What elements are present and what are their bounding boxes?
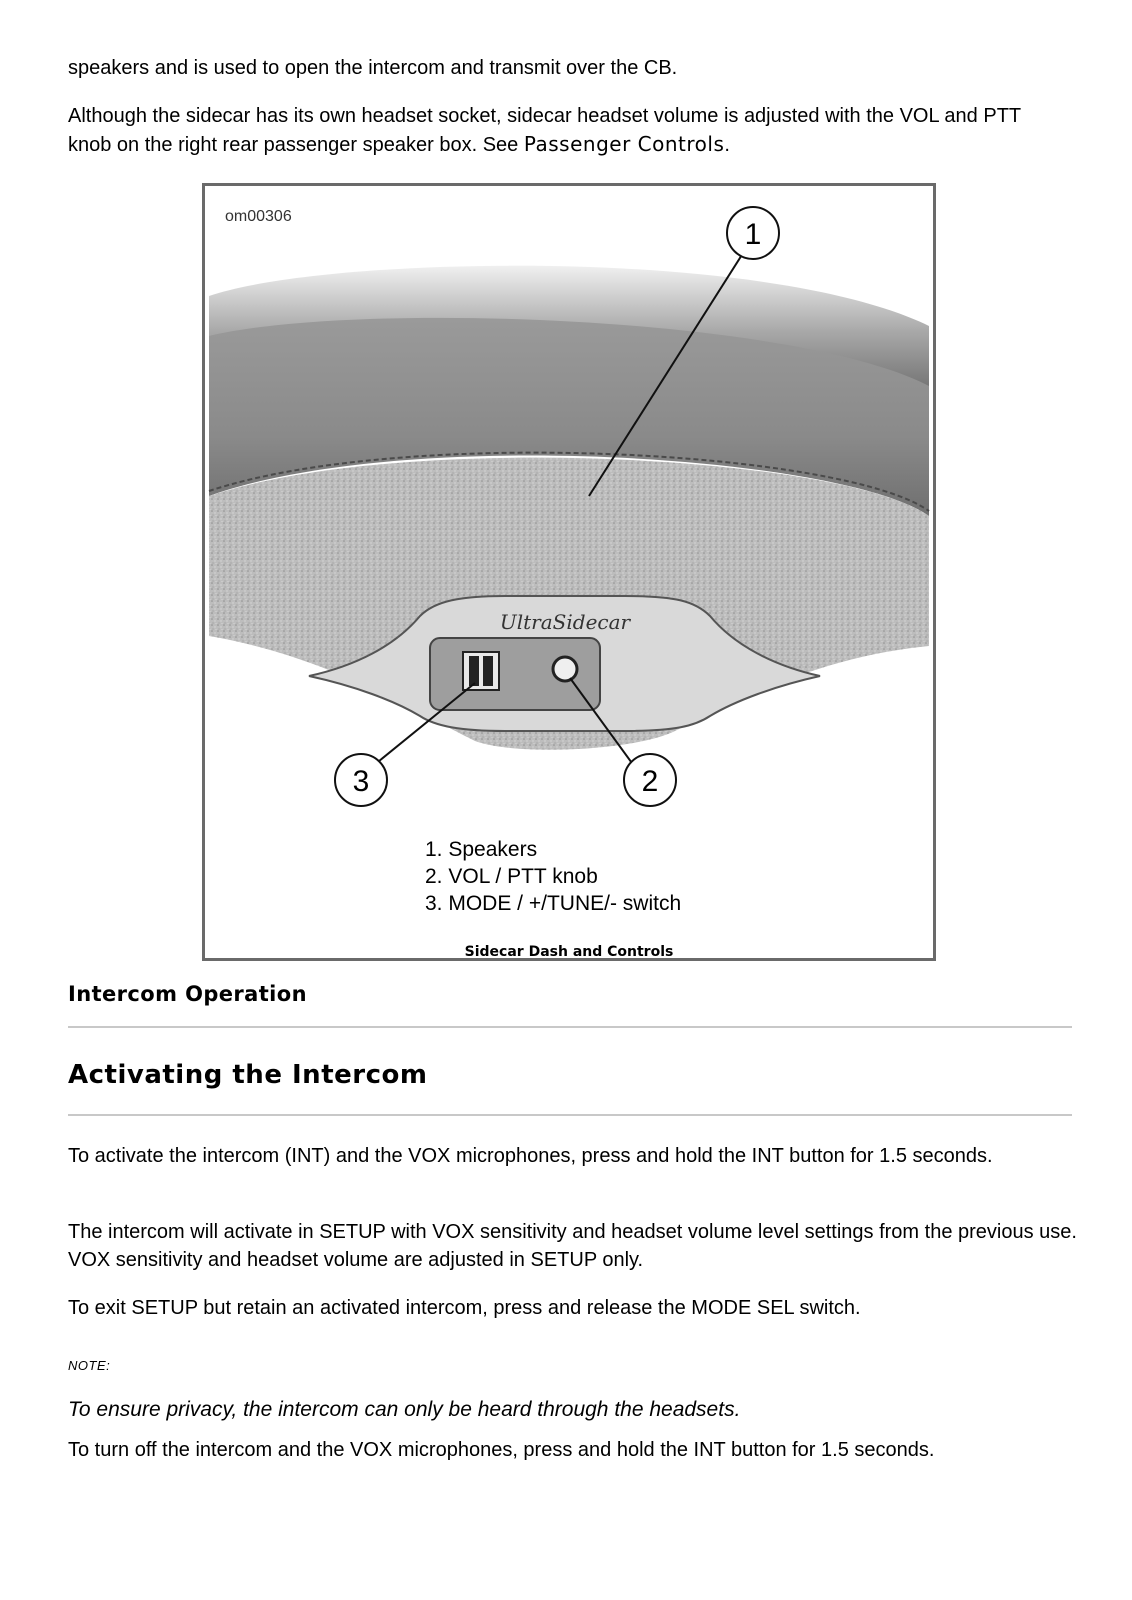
page-title: Activating the Intercom — [68, 1060, 428, 1090]
paragraph-setup: The intercom will activate in SETUP with VOX sensitivity and headset volume level settings from the previous use. VOX sensitivity and headset volume are adjusted in SETUP only. — [68, 1221, 1077, 1271]
figure-caption: Sidecar Dash and Controls — [464, 944, 674, 960]
intro-paragraph-1: speakers and is used to open the intercom and transmit over the CB. — [68, 57, 678, 79]
paragraph-turn-off: To turn off the intercom and the VOX microphones, press and hold the INT button for 1.5 seconds. — [68, 1439, 935, 1461]
legend-item-vol-ptt-knob: 2. VOL / PTT knob — [425, 865, 598, 888]
passenger-controls-link[interactable]: Passenger Controls — [523, 132, 725, 156]
legend-item-mode-switch: 3. MODE / +/TUNE/- switch — [425, 892, 682, 915]
note-text: To ensure privacy, the intercom can only be heard through the headsets. — [68, 1398, 741, 1421]
divider-top — [68, 1026, 1072, 1028]
figure-id: om00306 — [225, 208, 292, 225]
note-label: NOTE: — [68, 1358, 111, 1373]
section-heading: Intercom Operation — [68, 982, 307, 1006]
callout-1-label: 1 — [744, 218, 762, 251]
vol-ptt-knob — [553, 657, 577, 681]
paragraph-exit-setup: To exit SETUP but retain an activated intercom, press and release the MODE SEL switch. — [68, 1297, 861, 1319]
paragraph-activate: To activate the intercom (INT) and the VOX microphones, press and hold the INT button for 1.5 seconds. — [68, 1145, 993, 1167]
intro-text: Although the sidecar has its own headset socket, sidecar headset volume is adjusted with the VOL and PTT knob on the right rear passenger speaker box. See — [68, 105, 1021, 156]
intro-text-end: . — [724, 134, 730, 156]
figure-legend — [425, 836, 681, 917]
legend-item-speakers: 1. Speakers — [425, 838, 538, 861]
callout-3-label: 3 — [352, 765, 370, 798]
divider-bottom — [68, 1114, 1072, 1116]
intro-paragraph-2 — [68, 102, 1068, 159]
sidecar-dash-figure — [202, 183, 936, 961]
callout-2-label: 2 — [641, 765, 659, 798]
mode-tune-switch — [463, 652, 499, 690]
badge-script-text: UltraSidecar — [499, 610, 631, 634]
